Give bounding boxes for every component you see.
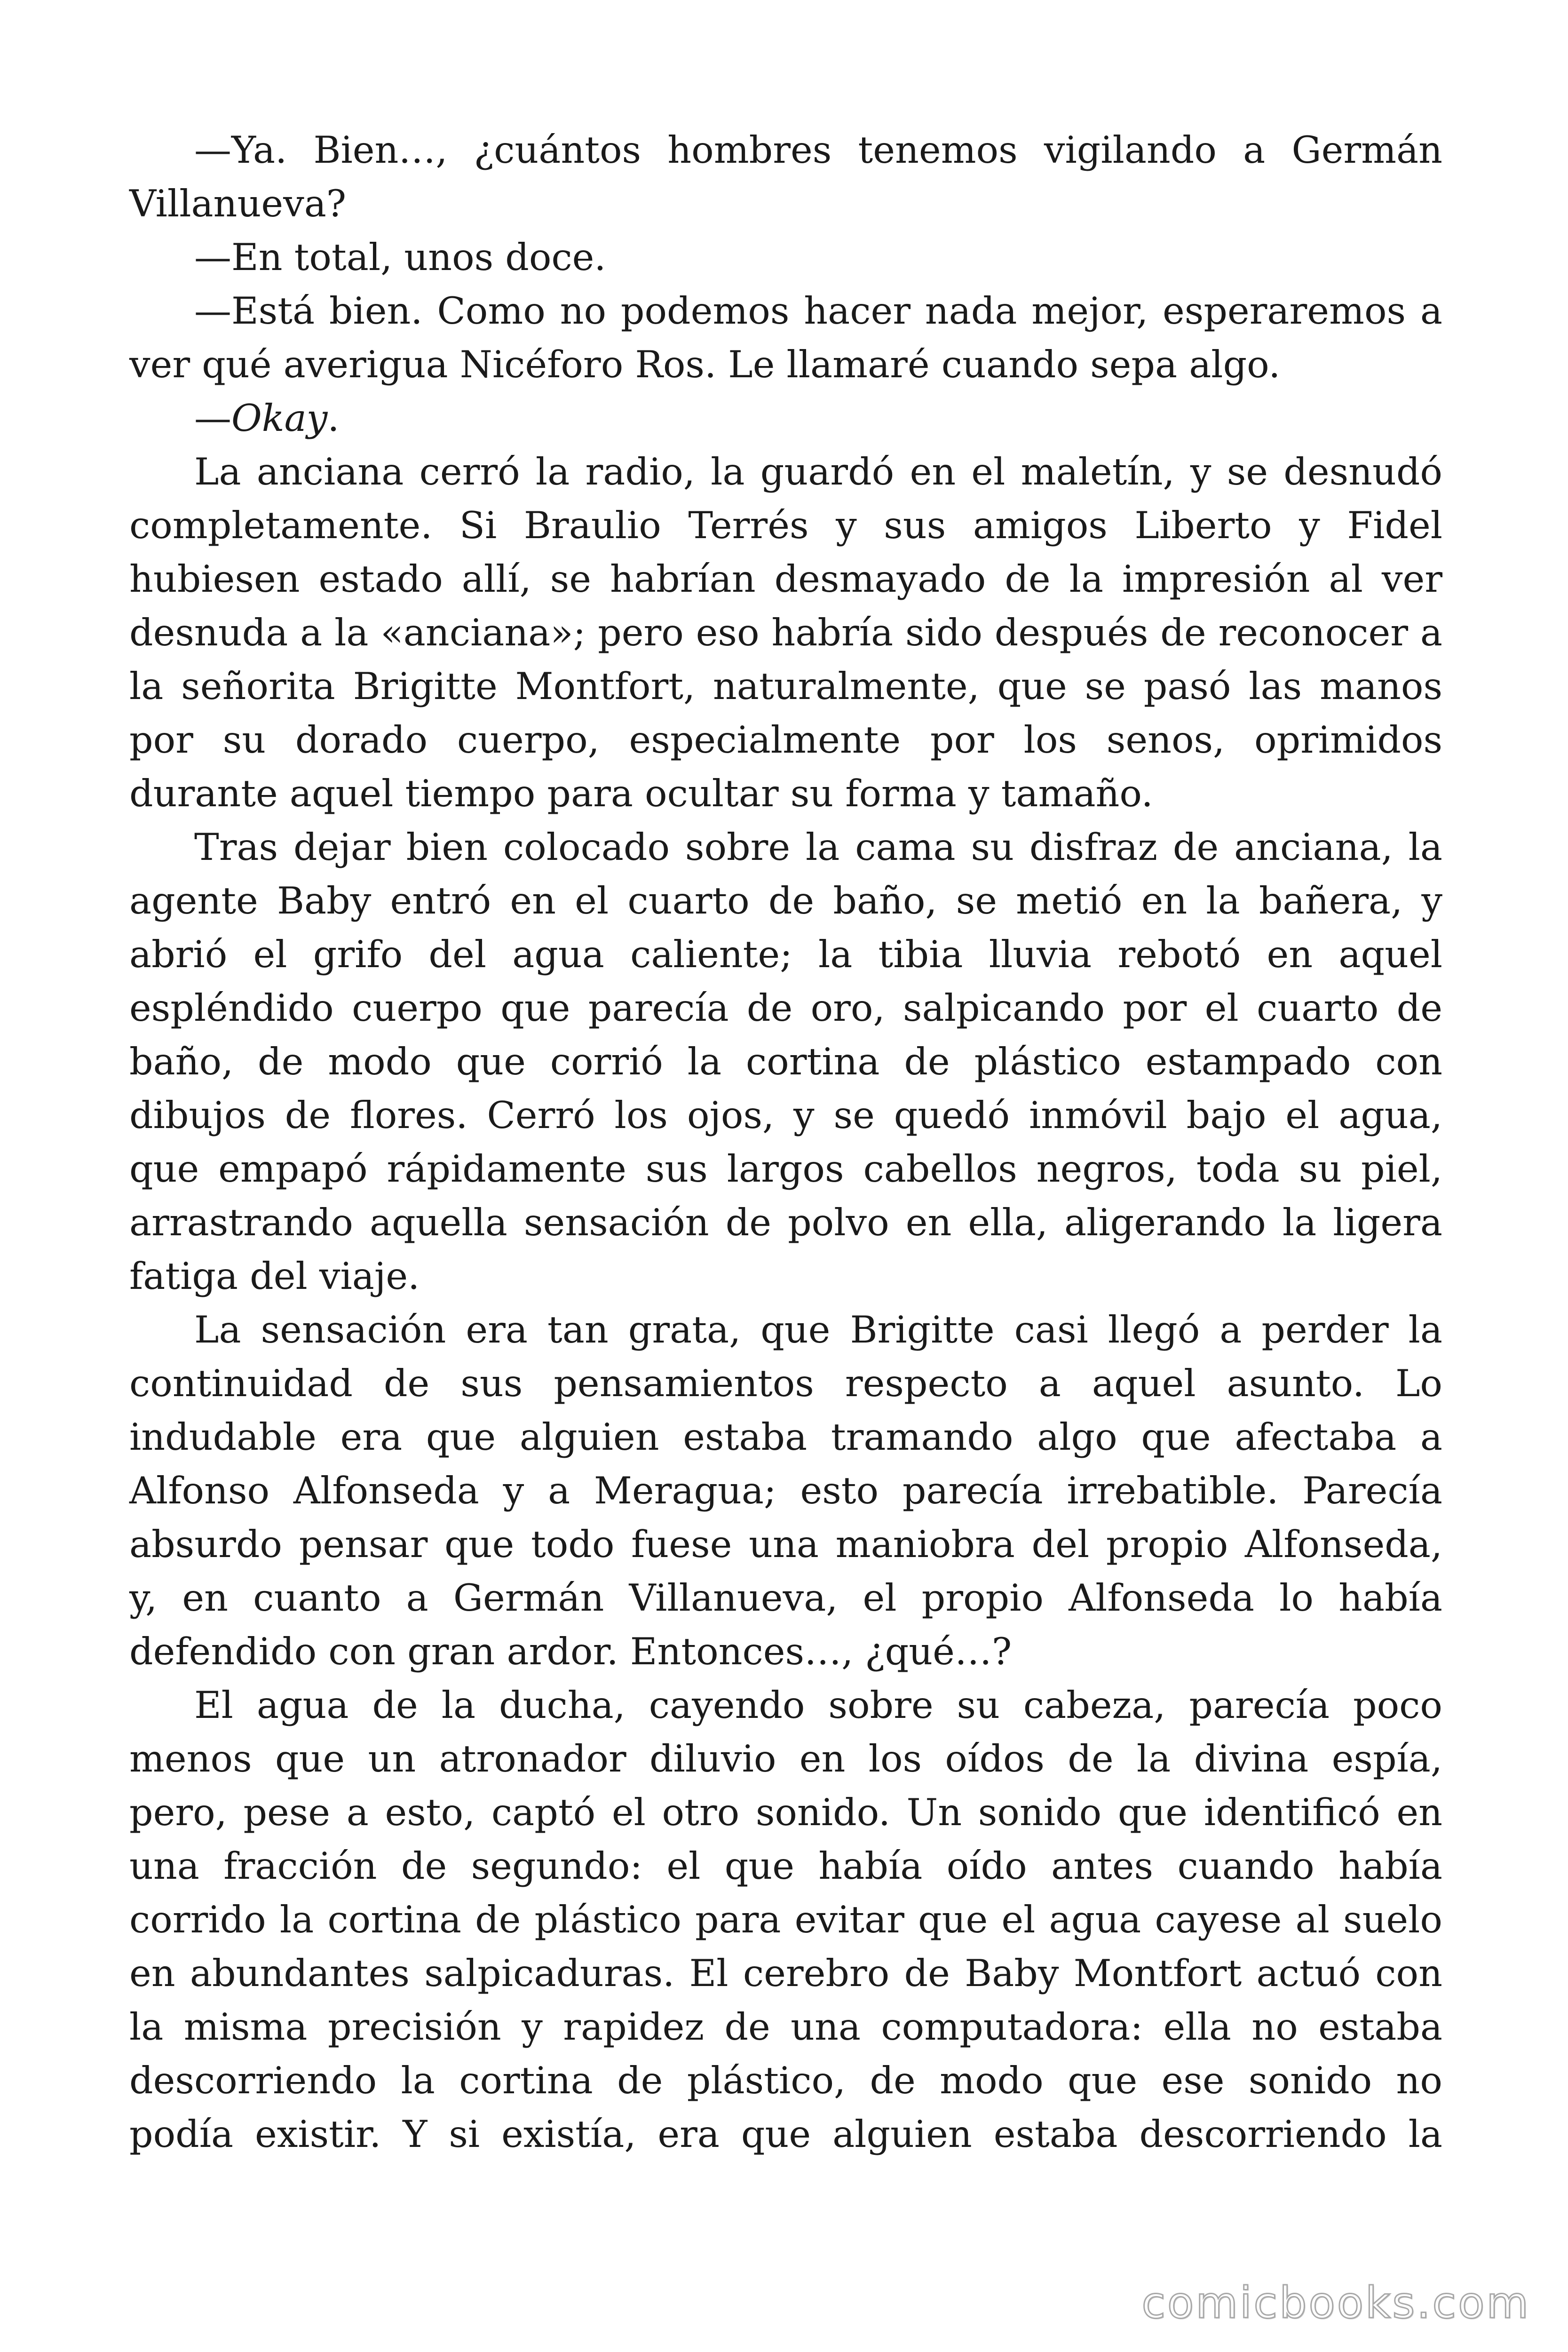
text-line: pero, pese a esto, captó el otro sonido. Un sonido que identificó en	[129, 1791, 1442, 1834]
text-line: y, en cuanto a Germán Villanueva, el propio Alfonseda lo había	[129, 1576, 1442, 1620]
text-line: que empapó rápidamente sus largos cabellos negros, toda su piel,	[129, 1147, 1442, 1191]
text-line: fatiga del viaje.	[129, 1255, 420, 1298]
text-line: indudable era que alguien estaba tramando algo que afectaba a	[129, 1415, 1442, 1459]
text-line: —Está bien. Como no podemos hacer nada mejor, esperaremos a	[194, 289, 1442, 333]
text-line: Villanueva?	[129, 182, 347, 225]
text-line: corrido la cortina de plástico para evitar que el agua cayese al suelo	[129, 1898, 1442, 1941]
text-line: hubiesen estado allí, se habrían desmayado de la impresión al ver	[129, 557, 1442, 601]
book-page-text	[129, 123, 1442, 2161]
text-line-italic: —Okay.	[194, 397, 340, 440]
text-line: continuidad de sus pensamientos respecto a aquel asunto. Lo	[129, 1362, 1442, 1405]
text-line: La sensación era tan grata, que Brigitte casi llegó a perder la	[194, 1308, 1442, 1351]
text-line: menos que un atronador diluvio en los oídos de la divina espía,	[129, 1737, 1442, 1780]
text-line: desnuda a la «anciana»; pero eso habría sido después de reconocer a	[129, 611, 1442, 654]
text-line: La anciana cerró la radio, la guardó en el maletín, y se desnudó	[194, 450, 1442, 493]
text-line: abrió el grifo del agua caliente; la tibia lluvia rebotó en aquel	[129, 933, 1442, 976]
text-line: espléndido cuerpo que parecía de oro, salpicando por el cuarto de	[129, 986, 1442, 1030]
watermark: comicbooks.com	[1141, 2278, 1530, 2328]
text-line: descorriendo la cortina de plástico, de modo que ese sonido no	[129, 2059, 1442, 2102]
text-line: en abundantes salpicaduras. El cerebro de Baby Montfort actuó con	[129, 1952, 1442, 1995]
text-line: agente Baby entró en el cuarto de baño, se metió en la bañera, y	[129, 879, 1442, 922]
text-line: —En total, unos doce.	[194, 236, 606, 279]
text-line: Alfonso Alfonseda y a Meragua; esto parecía irrebatible. Parecía	[129, 1469, 1442, 1512]
text-line: por su dorado cuerpo, especialmente por los senos, oprimidos	[129, 718, 1442, 762]
text-line: dibujos de flores. Cerró los ojos, y se quedó inmóvil bajo el agua,	[129, 1094, 1442, 1137]
text-line: completamente. Si Braulio Terrés y sus amigos Liberto y Fidel	[129, 504, 1442, 547]
text-line: una fracción de segundo: el que había oído antes cuando había	[129, 1844, 1442, 1888]
text-line: —Ya. Bien…, ¿cuántos hombres tenemos vigilando a Germán	[194, 128, 1442, 172]
text-line: podía existir. Y si existía, era que alguien estaba descorriendo la	[129, 2113, 1442, 2156]
text-line: baño, de modo que corrió la cortina de plástico estampado con	[129, 1040, 1442, 1083]
text-line: defendido con gran ardor. Entonces…, ¿qué…?	[129, 1630, 1012, 1673]
text-line: la señorita Brigitte Montfort, naturalmente, que se pasó las manos	[129, 665, 1442, 708]
text-line: ver qué averigua Nicéforo Ros. Le llamaré cuando sepa algo.	[129, 343, 1281, 386]
text-line: El agua de la ducha, cayendo sobre su cabeza, parecía poco	[194, 1684, 1442, 1727]
text-line: absurdo pensar que todo fuese una maniobra del propio Alfonseda,	[129, 1523, 1442, 1566]
text-line: arrastrando aquella sensación de polvo en ella, aligerando la ligera	[129, 1201, 1442, 1244]
text-line: durante aquel tiempo para ocultar su forma y tamaño.	[129, 772, 1153, 815]
text-line: la misma precisión y rapidez de una computadora: ella no estaba	[129, 2005, 1442, 2049]
text-line: Tras dejar bien colocado sobre la cama su disfraz de anciana, la	[194, 826, 1442, 869]
